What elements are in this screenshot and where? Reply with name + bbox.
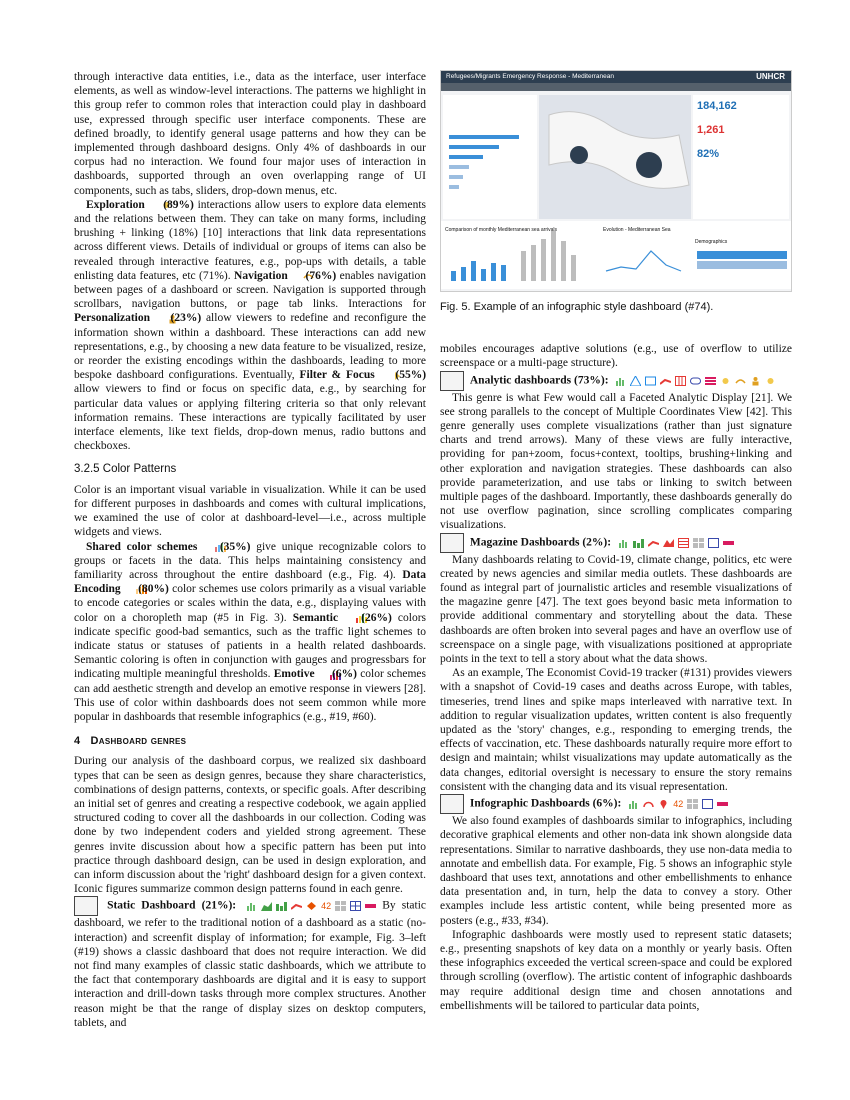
columns-icon — [675, 376, 686, 386]
color-bar-icon — [723, 538, 734, 548]
exploration-text: interactions allow users to explore data elements and the relations between them. They can take on many forms, including brushing + linking (18%) [10] interactions that link data representations across different views. Details of individual or groups of items can also be revealed through interactive features, e.g., pop-ups with details, a table enlisting data features, etc (71%). — [74, 198, 427, 282]
filter-label: Filter & Focus — [299, 369, 375, 382]
semantic-pct: (26%) — [361, 611, 392, 624]
analytic-heading-line — [440, 371, 792, 391]
data-encoding-label: Data Encoding — [74, 568, 427, 596]
trend-icon — [648, 538, 659, 548]
magazine-dashboards-heading: Magazine Dashboards (2%): — [469, 536, 612, 549]
mobiles-paragraph: mobiles encourages adaptive solutions (e.g., use of overflow to utilize screenspace or a multi-page structure). — [440, 343, 792, 370]
trend-icon — [660, 376, 671, 386]
stat-dead: 1,261 — [697, 124, 725, 137]
semantic-label: Semantic — [292, 611, 339, 624]
personalization-label: Personalization — [74, 312, 151, 325]
area-chart-icon — [261, 901, 272, 911]
magazine-genre-icon — [440, 533, 464, 553]
exploration-label: Exploration — [86, 198, 145, 211]
left-panel-bars — [443, 95, 537, 219]
magazine-heading-line — [440, 533, 792, 553]
infographic-static-paragraph: Infographic dashboards were mostly used to represent static datasets; e.g., presenting snapshots of key data on a monthly or yearly basis. Often these infographics exceeded the vertical screen-space and could be explored through scrolling (overflow). The artistic content of infographic dashboards may require additional design time and chosen annotations and embellishments will be tailored to particular data points, — [440, 928, 792, 1012]
color-patterns-paragraph — [74, 540, 426, 725]
column-chart-icon — [633, 538, 644, 548]
data-encoding-pct: (80%) — [138, 583, 169, 596]
toggle-icon — [690, 376, 701, 386]
trend-icon — [291, 901, 302, 911]
gauge-icon — [643, 799, 654, 809]
exploration-icon — [720, 376, 731, 386]
emotive-text: color schemes can add aesthetic strength and develop an emotive response in viewers [28]. This use of color within dashboards does not seem common while more popular in dashboards that resemble infographics (e.g., #19, #60). — [74, 668, 426, 723]
chart-monthly-title: Comparison of monthly Mediterranean sea arrivals — [445, 227, 557, 233]
analytic-dashboards-heading: Analytic dashboards (73%): — [469, 374, 609, 387]
dashboard-bottom-charts — [441, 221, 791, 289]
exploration-icon — [149, 200, 160, 210]
static-dashboard-paragraph — [74, 896, 426, 1030]
figure-5-caption: Fig. 5. Example of an infographic style dashboard (#74). — [440, 301, 714, 313]
shared-color-text: give unique recognizable colors to groups or facets in the data. This helps maintaining consistency and familiarity across throughout the entire dashboard (e.g., Fig. 4). — [74, 540, 427, 581]
static-genre-icon — [74, 896, 98, 916]
analytic-genre-icon — [440, 371, 464, 391]
right-column — [440, 70, 792, 1013]
data-encoding-text: color schemes use colors primarily as a visual variable to encode categories or scales within the data, e.g., displaying values with color on a choropleth map (#5 in Fig. 3). — [74, 583, 427, 624]
infographic-pattern-icons — [628, 797, 728, 811]
person-icon — [750, 376, 761, 386]
shared-color-label: Shared color schemes — [86, 540, 198, 553]
chart-evolution-title: Evolution - Mediterranean Sea — [603, 227, 671, 233]
shared-color-pct: (35%) — [219, 540, 251, 553]
section-4-number: 4 — [74, 735, 81, 748]
navigation-icon — [735, 376, 746, 386]
infographic-dashboards-text: We also found examples of dashboards similar to infographics, including decorative graphical elements and other non-data ink shown alongside data representations. Similar to narrative dashboards, they use non-data media to annotate and embellish data. For example, Fig. 5 shows an infographic style dashboard that uses text, annotations and other embellishments to enhance data presentation and, in turn, help the data to convey a story. Other examples include less artistic content, while being presented more as posters (e.g., #33, #34). — [440, 815, 792, 927]
exploration-pct: (89%) — [163, 198, 194, 211]
analytic-dashboards-text: This genre is what Few would call a Faceted Analytic Display [21]. We see strong parallels to the concept of Multiple Coordinates View [42]. This genre generally uses complete visualizations (rather than just signature charts and trend arrows). Many of these views are fully interactive, providing for pan+zoom, focus+context, tooltips, brushing+linking and other exploration and navigation strategies. These dashboards can also provide parameterization, and use tabs or linking to switch between multiple pages of the dashboard. Importantly, these dashboards generally do not use overflow pagination, since scrolling complicates comparing visualizations. — [440, 391, 792, 532]
static-pattern-icons — [246, 899, 376, 913]
dashboard-titlebar — [441, 71, 791, 83]
infographic-number-icon: 42 — [673, 798, 684, 809]
filter-icon — [380, 371, 391, 381]
personalization-text: allow viewers to redefine and reconfigure the information shown within a dashboard. These interactions can add new representations, e.g., by choosing a new data feature to be visualized, resize, or reorder the existing encodings within the dashboards, leading to more bespoke dashboard configurations. Eventually, — [74, 312, 427, 382]
dashboard-left-panel — [443, 95, 537, 219]
infographic-dashboards-heading: Infographic Dashboards (6%): — [469, 797, 622, 810]
column-chart-icon — [276, 901, 287, 911]
navigation-label: Navigation — [234, 269, 288, 282]
figure-5-dashboard — [440, 70, 792, 292]
shared-color-icon — [203, 542, 214, 552]
infographic-heading-line — [440, 794, 792, 814]
bar-chart-icon — [618, 538, 629, 548]
static-number-icon: 42 — [321, 901, 332, 912]
bar-chart-icon — [628, 799, 639, 809]
magazine-pattern-icons — [618, 538, 734, 548]
chart-demographics-title: Demographics — [695, 239, 728, 245]
map-icon — [663, 538, 674, 548]
pin-icon — [658, 799, 669, 809]
dashboard-map — [539, 95, 691, 219]
window-icon — [645, 376, 656, 386]
grid-icon — [693, 538, 704, 548]
data-encoding-icon — [124, 584, 135, 594]
interaction-patterns-paragraph — [74, 198, 426, 454]
bar-chart-icon — [615, 376, 626, 386]
list-icon — [705, 376, 716, 386]
filter-icon — [765, 376, 776, 386]
navigation-icon — [291, 271, 302, 281]
section-4-title: Dashboard genres — [90, 735, 187, 748]
semantic-color-icon — [344, 613, 355, 623]
grid-icon — [687, 799, 698, 809]
layout-icon — [350, 901, 361, 911]
section-3-2-5-heading: 3.2.5 Color Patterns — [74, 463, 177, 476]
unhcr-logo: UNHCR — [756, 72, 785, 81]
table-icon — [678, 538, 689, 548]
dashboard-title: Refugees/Migrants Emergency Response - Mediterranean — [446, 73, 615, 80]
stat-percent: 82% — [697, 148, 720, 161]
dashboard-stats-panel — [693, 95, 789, 219]
layers-icon — [306, 901, 317, 911]
stat-arrivals: 184,162 — [697, 100, 737, 112]
genres-intro-paragraph: During our analysis of the dashboard corpus, we realized six dashboard types that can be seen as design genres, because they share characteristics, combinations of design patterns, contexts, or specific goals. After describing an initial set of genres and creating a respective codebook, we again applied structured coding to cover all the dashboards in our collection. Coding was done by two independent coders and yielded strong agreement. These genres invite discussion about how a specific pattern has been put into practice through dashboard design, can be used in design exploration, and can inform discussion about the 'right' dashboard design for a given context. Iconic figures summarize common design patterns found in each genre. — [74, 755, 426, 896]
page-icon — [702, 799, 713, 809]
filter-pct: (55%) — [395, 369, 427, 382]
filter-text: allow viewers to find or focus on specific data, e.g., by searching for particular data values or applying filtering criteria so that only relevant information remains. These interactions are typically facilitated by user interface elements, like text fields, drop-down menus, radio buttons and checkboxes. — [74, 383, 426, 453]
emotive-color-icon — [318, 670, 329, 680]
static-dashboard-heading: Static Dashboard (21%): — [107, 900, 237, 913]
semantic-text: colors indicate specific good-bad semantics, such as the traffic light schemes to indicate status or statuses of patients in a health related dashboards. Semantic coloring is often in conjunction with gauges and progressbars for indicating multiple meaningful thresholds. — [74, 611, 427, 681]
color-bar-icon — [717, 799, 728, 809]
dashboard-navbar — [441, 83, 791, 91]
infographic-genre-icon — [440, 794, 464, 814]
analytic-pattern-icons — [615, 376, 776, 386]
left-column — [74, 70, 426, 1030]
bar-chart-icon — [246, 901, 257, 911]
personalization-pct: (23%) — [170, 312, 202, 325]
emotive-label: Emotive — [273, 668, 315, 681]
warning-icon — [630, 376, 641, 386]
static-dashboard-text: By static dashboard, we refer to the traditional notion of a dashboard as a static (no-interaction) and screenfit display of information; for example, Fig. 3–left (#19) shows a classic dashboard that does not require interaction. We did not find many examples of classic static dashboards, which we attribute to the fact that contemporary dashboards are digital and it is easy to support interaction and drill-down tasks through more complex structures. Another reason might be that the range of display sizes on desktop computers, tablets, and — [74, 900, 426, 1029]
navigation-pct: (76%) — [305, 269, 337, 282]
color-bar-icon — [365, 901, 376, 911]
grid-icon — [335, 901, 346, 911]
emotive-pct: (6%) — [332, 668, 357, 681]
map-graphic — [539, 95, 691, 219]
page-icon — [708, 538, 719, 548]
navigation-text: enables navigation between pages of a dashboard or screen. Navigation is supported through scrollbars, navigation buttons, or page tab links. Interactions for — [74, 269, 427, 311]
color-intro-paragraph: Color is an important visual variable in visualization. While it can be used for different purposes in dashboards and comes with cultural implications, we examined the use of color at dashboard-level—i.e., across multiple widgets and views. — [74, 483, 426, 539]
economist-example-paragraph: As an example, The Economist Covid-19 tracker (#131) provides viewers with a snapshot of Covid-19 cases and deaths across Europe, with tables, timeseries, trend lines and spike maps interleaved with narrative text. In addition to regular visualization updates, written content is also frequently updated as the 'story' changes, e.g., responding to emerging trends, the effects of vaccination, etc. These dashboards naturally require more effort to design and maintain; whilst visualizations may update automatically as the data changes, editorial oversight is necessary to ensure the story remains consistent with the changing data and its visual representation. — [440, 667, 792, 793]
magazine-dashboards-text: Many dashboards relating to Covid-19, climate change, politics, etc were created by news agencies and similar media outlets. These dashboards are found as integral part of journalistic articles and resemble visualizations of the magazine genre [47]. The text goes beyond basic meta information to provide additional commentary and storytelling about the data. These dashboards are often broken into several pages and have an overflow use of screenspace on a single page, with visualizations positioned at appropriate points in the text to tell a story about what the data shows. — [440, 553, 792, 666]
person-icon — [155, 314, 166, 324]
section-4-heading — [74, 734, 426, 748]
interaction-intro-paragraph: through interactive data entities, i.e., data as the interface, user interface elements, as well as window-level interactions. The patterns we highlight in this group refer to common roles that interaction could play in dashboard use, expressed through specific user interface components. These are defined broadly, to identify general usage patterns and how they can be implemented through dashboard designs. Only 4% of dashboards in our corpus had no interaction. We found four major uses of interaction in dashboards, supported through an oven overlapping range of UI components, such as tabs, sliders, drop-down menus, etc. — [74, 71, 426, 197]
